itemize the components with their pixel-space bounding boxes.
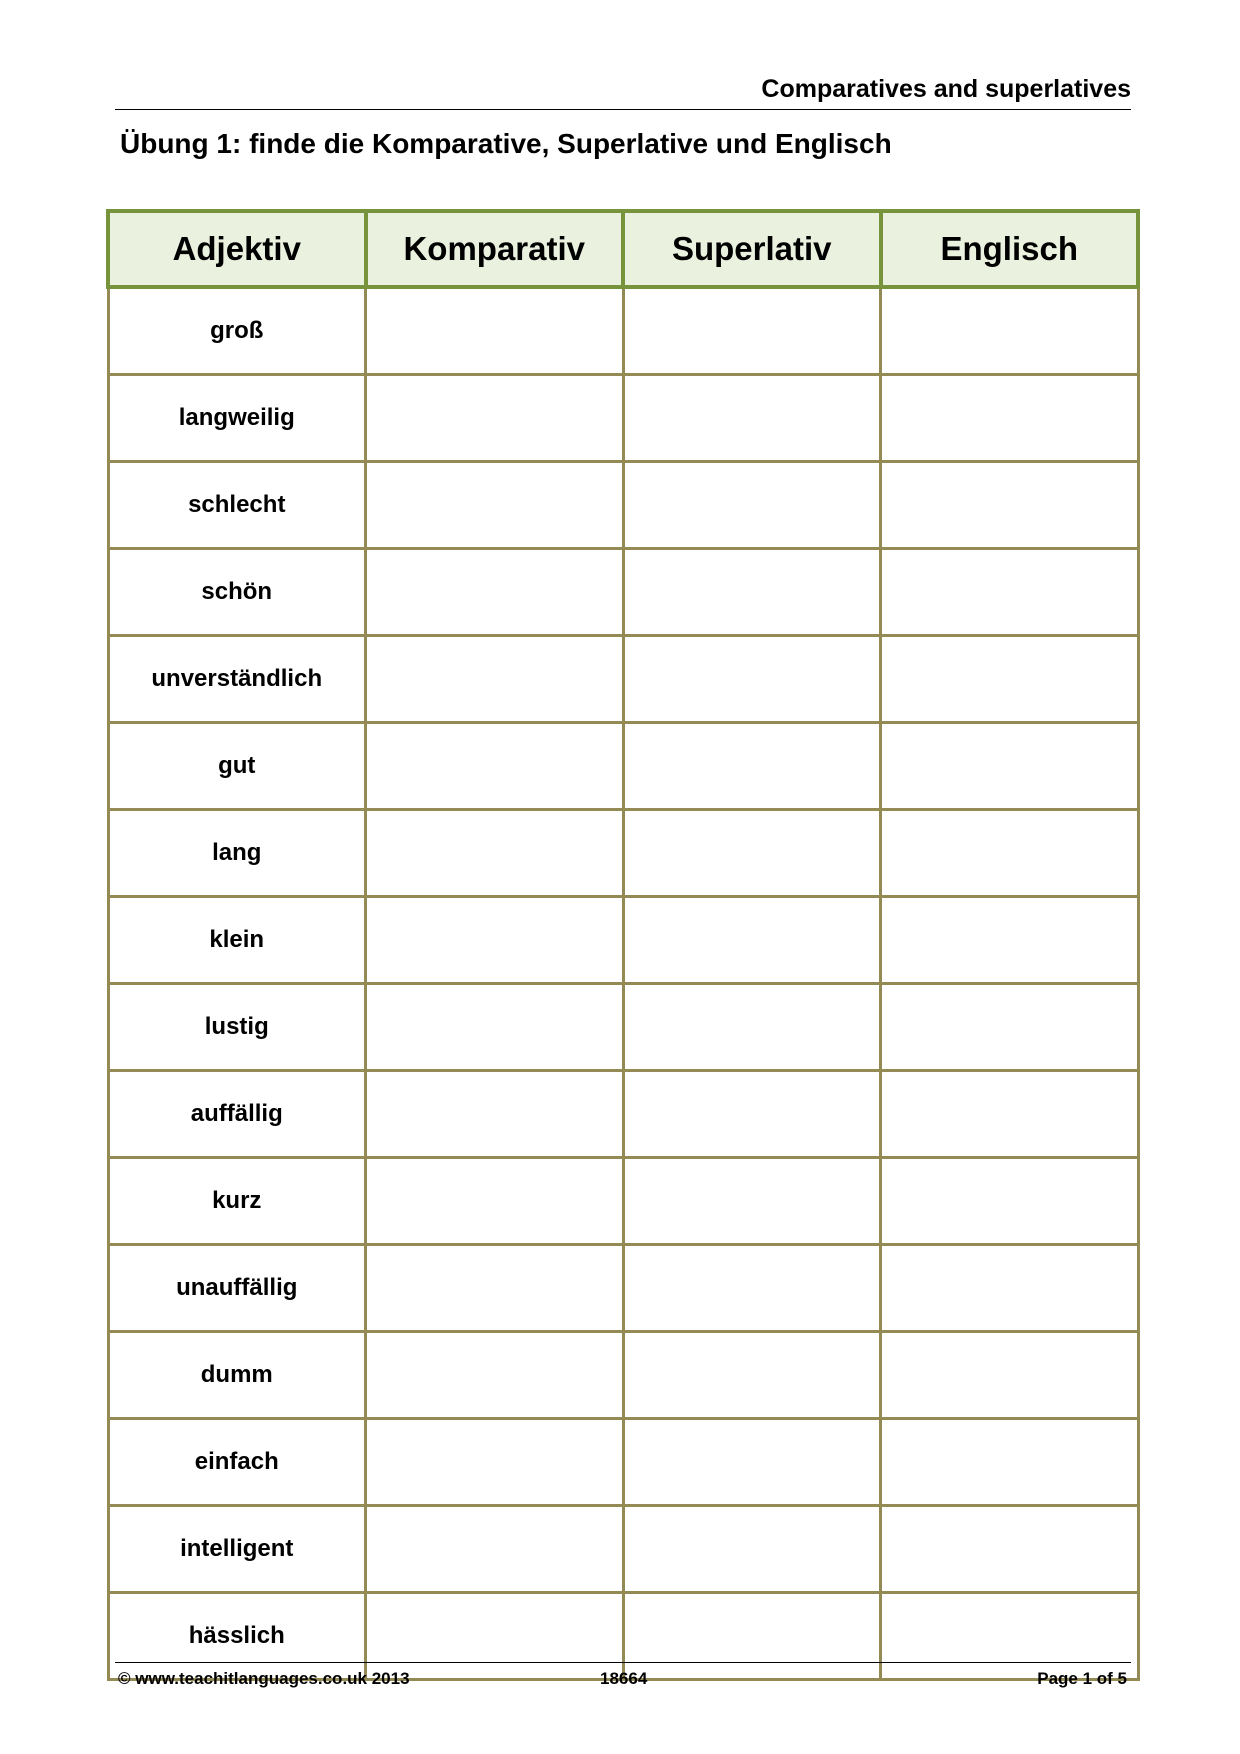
komparativ-answer-cell[interactable] (366, 984, 624, 1071)
adjective-cell: dumm (108, 1332, 366, 1419)
adjective-cell: intelligent (108, 1506, 366, 1593)
adjective-cell: einfach (108, 1419, 366, 1506)
superlativ-answer-cell[interactable] (623, 549, 881, 636)
table-row (108, 1506, 1138, 1593)
table-row (108, 462, 1138, 549)
superlativ-answer-cell[interactable] (623, 1506, 881, 1593)
superlativ-answer-cell[interactable] (623, 1071, 881, 1158)
superlativ-answer-cell[interactable] (623, 1158, 881, 1245)
adjective-cell: schlecht (108, 462, 366, 549)
komparativ-answer-cell[interactable] (366, 1506, 624, 1593)
komparativ-answer-cell[interactable] (366, 1158, 624, 1245)
adjective-cell: hässlich (108, 1593, 366, 1680)
column-header-adjektiv: Adjektiv (108, 211, 366, 287)
komparativ-answer-cell[interactable] (366, 1419, 624, 1506)
superlativ-answer-cell[interactable] (623, 636, 881, 723)
adjective-cell: auffällig (108, 1071, 366, 1158)
table-row (108, 1332, 1138, 1419)
adjective-cell: gut (108, 723, 366, 810)
adjective-cell: klein (108, 897, 366, 984)
komparativ-answer-cell[interactable] (366, 810, 624, 897)
komparativ-answer-cell[interactable] (366, 723, 624, 810)
superlativ-answer-cell[interactable] (623, 723, 881, 810)
superlativ-answer-cell[interactable] (623, 1593, 881, 1680)
adjective-cell: lustig (108, 984, 366, 1071)
column-header-superlativ: Superlativ (623, 211, 881, 287)
superlativ-answer-cell[interactable] (623, 984, 881, 1071)
table-row (108, 549, 1138, 636)
komparativ-answer-cell[interactable] (366, 462, 624, 549)
adjective-cell: groß (108, 287, 366, 375)
englisch-answer-cell[interactable] (881, 1506, 1139, 1593)
englisch-answer-cell[interactable] (881, 375, 1139, 462)
komparativ-answer-cell[interactable] (366, 1332, 624, 1419)
table-row (108, 1071, 1138, 1158)
page-header (115, 70, 1131, 110)
footer-resource-code: 18664 (600, 1669, 648, 1688)
adjective-cell: langweilig (108, 375, 366, 462)
column-header-komparativ: Komparativ (366, 211, 624, 287)
komparativ-answer-cell[interactable] (366, 1245, 624, 1332)
englisch-answer-cell[interactable] (881, 1593, 1139, 1680)
table-row (108, 1593, 1138, 1680)
table-row (108, 897, 1138, 984)
adjective-cell: unauffällig (108, 1245, 366, 1332)
worksheet-table (106, 209, 1140, 1681)
table-row (108, 1245, 1138, 1332)
superlativ-answer-cell[interactable] (623, 897, 881, 984)
table-row (108, 1419, 1138, 1506)
adjective-cell: kurz (108, 1158, 366, 1245)
englisch-answer-cell[interactable] (881, 984, 1139, 1071)
englisch-answer-cell[interactable] (881, 636, 1139, 723)
table-row (108, 375, 1138, 462)
adjective-cell: lang (108, 810, 366, 897)
document-title: Comparatives and superlatives (761, 75, 1131, 103)
table-row (108, 1158, 1138, 1245)
komparativ-answer-cell[interactable] (366, 897, 624, 984)
superlativ-answer-cell[interactable] (623, 1419, 881, 1506)
column-header-englisch: Englisch (881, 211, 1139, 287)
englisch-answer-cell[interactable] (881, 1245, 1139, 1332)
komparativ-answer-cell[interactable] (366, 375, 624, 462)
englisch-answer-cell[interactable] (881, 549, 1139, 636)
englisch-answer-cell[interactable] (881, 287, 1139, 375)
komparativ-answer-cell[interactable] (366, 636, 624, 723)
superlativ-answer-cell[interactable] (623, 287, 881, 375)
exercise-title: Übung 1: finde die Komparative, Superlative und Englisch (120, 128, 892, 159)
adjective-cell: unverständlich (108, 636, 366, 723)
table-row (108, 810, 1138, 897)
englisch-answer-cell[interactable] (881, 1071, 1139, 1158)
table-body (108, 287, 1138, 1680)
table-header-row (108, 211, 1138, 287)
table-row (108, 636, 1138, 723)
superlativ-answer-cell[interactable] (623, 462, 881, 549)
englisch-answer-cell[interactable] (881, 723, 1139, 810)
englisch-answer-cell[interactable] (881, 1419, 1139, 1506)
footer-page-number: Page 1 of 5 (1037, 1669, 1127, 1688)
englisch-answer-cell[interactable] (881, 897, 1139, 984)
komparativ-answer-cell[interactable] (366, 287, 624, 375)
table-row (108, 723, 1138, 810)
englisch-answer-cell[interactable] (881, 1158, 1139, 1245)
englisch-answer-cell[interactable] (881, 462, 1139, 549)
adjective-cell: schön (108, 549, 366, 636)
table-row (108, 287, 1138, 375)
table-row (108, 984, 1138, 1071)
superlativ-answer-cell[interactable] (623, 1245, 881, 1332)
footer-copyright: © www.teachitlanguages.co.uk 2013 (118, 1669, 410, 1688)
komparativ-answer-cell[interactable] (366, 1593, 624, 1680)
superlativ-answer-cell[interactable] (623, 1332, 881, 1419)
komparativ-answer-cell[interactable] (366, 1071, 624, 1158)
superlativ-answer-cell[interactable] (623, 375, 881, 462)
englisch-answer-cell[interactable] (881, 1332, 1139, 1419)
englisch-answer-cell[interactable] (881, 810, 1139, 897)
page-footer (115, 1662, 1131, 1688)
komparativ-answer-cell[interactable] (366, 549, 624, 636)
superlativ-answer-cell[interactable] (623, 810, 881, 897)
